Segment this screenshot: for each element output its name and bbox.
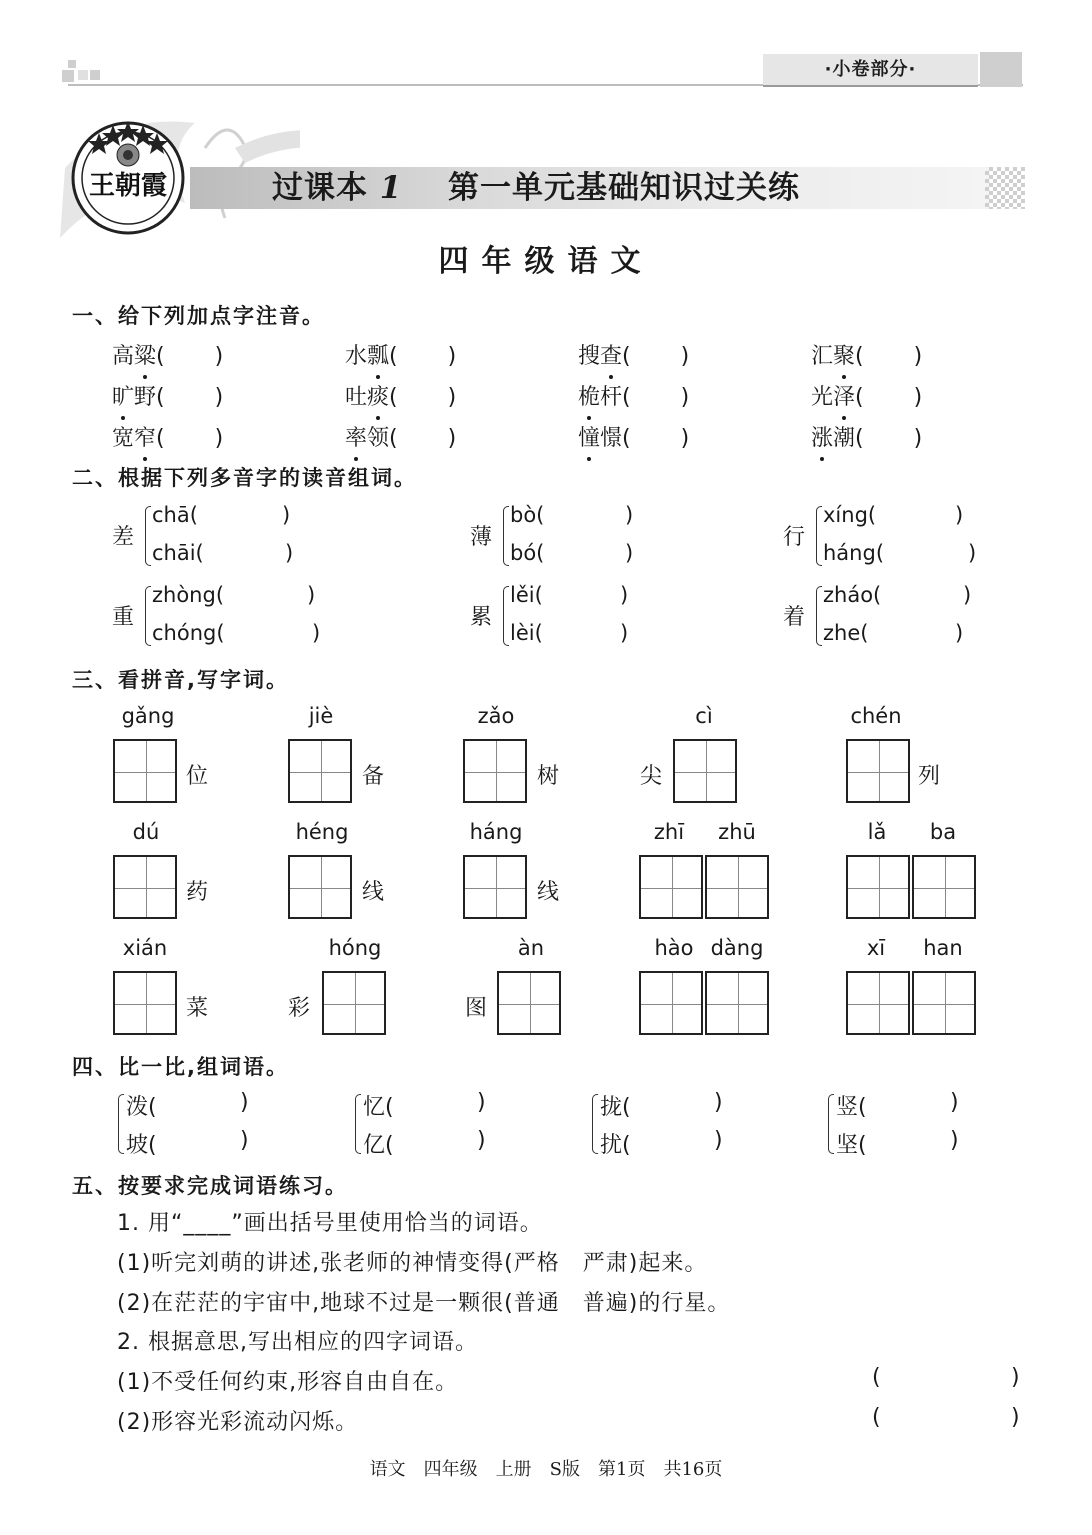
char: 高 [112, 344, 135, 369]
answer-open: ( [622, 344, 631, 369]
reading-2: bó( [510, 541, 545, 565]
dotted-char-text: 憧 [578, 426, 601, 451]
writing-box[interactable] [846, 739, 910, 803]
writing-box[interactable] [288, 855, 352, 919]
tag-block-decoration [980, 52, 1022, 87]
dotted-char [367, 339, 389, 370]
emphasis-dot [143, 375, 147, 379]
reading-1-close: ) [963, 583, 972, 607]
reading-1: bò( [510, 503, 545, 527]
answer-close: ) [447, 344, 457, 369]
answer-close: ) [680, 426, 690, 451]
answer-close: ) [214, 344, 224, 369]
title-number: 1 [379, 170, 403, 206]
dotted-char [345, 421, 367, 452]
compare-char-2: 扰( [600, 1133, 631, 1158]
char: 野 [134, 385, 157, 410]
subtitle: 四年级语文 [438, 244, 654, 279]
compare-close-2: ) [477, 1128, 486, 1153]
given-char: 菜 [186, 996, 209, 1021]
dotted-char-text: 聚 [833, 344, 856, 369]
dotted-char-text: 涨 [811, 426, 834, 451]
answer-open: ( [156, 385, 165, 410]
pinyin-label: hào [654, 936, 694, 960]
compare-char-1: 忆( [363, 1095, 394, 1120]
reading-2-close: ) [620, 621, 629, 645]
dotted-char [134, 421, 156, 452]
brace [503, 586, 509, 646]
q2-answer-open: ( [872, 1365, 882, 1390]
pinyin-item [345, 380, 456, 411]
writing-box[interactable] [113, 855, 177, 919]
dotted-char-text: 窄 [134, 426, 157, 451]
answer-open: ( [855, 385, 864, 410]
q1-item-2: (2)在茫茫的宇宙中,地球不过是一颗很(普通 普遍)的行星。 [117, 1291, 731, 1316]
char: 潮 [833, 426, 856, 451]
dotted-char-text: 查 [600, 344, 623, 369]
writing-box[interactable] [463, 739, 527, 803]
compare-char-2: 坚( [836, 1133, 867, 1158]
reading-1-close: ) [307, 583, 316, 607]
answer-open: ( [389, 385, 398, 410]
writing-box[interactable] [673, 739, 737, 803]
compare-close-1: ) [240, 1090, 249, 1115]
section1-title: 一、给下列加点字注音。 [72, 304, 325, 328]
section5-title: 五、按要求完成词语练习。 [72, 1174, 348, 1198]
char: 吐 [345, 385, 368, 410]
brace [816, 586, 822, 646]
char: 水 [345, 344, 368, 369]
brace [355, 1094, 361, 1154]
pinyin-item [578, 421, 689, 452]
brace [828, 1094, 834, 1154]
polyphone-char: 薄 [470, 525, 493, 550]
pinyin-label: han [923, 936, 963, 960]
emphasis-dot [587, 457, 591, 461]
writing-box[interactable] [912, 855, 976, 919]
emphasis-dot [354, 457, 358, 461]
answer-close: ) [913, 426, 923, 451]
answer-open: ( [855, 426, 864, 451]
char: 杆 [600, 385, 623, 410]
emphasis-dot [376, 375, 380, 379]
q2-answer-open: ( [872, 1405, 882, 1430]
given-char: 彩 [288, 996, 311, 1021]
pinyin-label: jiè [308, 704, 334, 728]
pinyin-label: xī [866, 936, 886, 960]
q2-instruction: 2. 根据意思,写出相应的四字词语。 [117, 1330, 478, 1355]
polyphone-char: 差 [112, 525, 135, 550]
pinyin-label: gǎng [121, 704, 175, 728]
compare-close-1: ) [950, 1090, 959, 1115]
writing-box[interactable] [113, 739, 177, 803]
pinyin-label: ba [929, 820, 957, 844]
char: 领 [367, 426, 390, 451]
writing-box[interactable] [322, 971, 386, 1035]
given-char: 位 [186, 764, 209, 789]
reading-2-close: ) [955, 621, 964, 645]
compare-close-1: ) [477, 1090, 486, 1115]
dotted-char [578, 421, 600, 452]
given-char: 线 [362, 880, 385, 905]
emphasis-dot [143, 457, 147, 461]
dotted-char [833, 380, 855, 411]
char: 憬 [600, 426, 623, 451]
dotted-char [134, 339, 156, 370]
pinyin-label: zǎo [477, 704, 515, 728]
answer-open: ( [622, 385, 631, 410]
writing-box[interactable] [497, 971, 561, 1035]
answer-close: ) [447, 426, 457, 451]
pinyin-item [578, 339, 689, 370]
pinyin-label: dàng [710, 936, 764, 960]
writing-box[interactable] [113, 971, 177, 1035]
pinyin-item [345, 339, 456, 370]
pinyin-item [578, 380, 689, 411]
reading-2-close: ) [968, 541, 977, 565]
pinyin-item [811, 380, 922, 411]
writing-box[interactable] [639, 971, 703, 1035]
polyphone-char: 行 [783, 525, 806, 550]
char: 光 [811, 385, 834, 410]
char: 汇 [811, 344, 834, 369]
pinyin-label: háng [469, 820, 523, 844]
emphasis-dot [376, 416, 380, 420]
emphasis-dot [820, 457, 824, 461]
pinyin-label: lǎ [867, 820, 887, 844]
compare-close-2: ) [714, 1128, 723, 1153]
writing-box[interactable] [912, 971, 976, 1035]
reading-1-close: ) [620, 583, 629, 607]
dotted-char [367, 380, 389, 411]
compare-char-1: 竖( [836, 1095, 867, 1120]
pinyin-item [811, 421, 922, 452]
emphasis-dot [842, 416, 846, 420]
q1-item-1: (1)听完刘萌的讲述,张老师的神情变得(严格 严肃)起来。 [117, 1251, 708, 1276]
brace [118, 1094, 124, 1154]
section2-title: 二、根据下列多音字的读音组词。 [72, 466, 417, 490]
answer-open: ( [855, 344, 864, 369]
reading-2-close: ) [285, 541, 294, 565]
pinyin-label: dú [132, 820, 160, 844]
given-char: 图 [465, 996, 488, 1021]
reading-1-close: ) [282, 503, 291, 527]
answer-close: ) [214, 426, 224, 451]
page-footer: 语文 四年级 上册 S版 第1页 共16页 [369, 1459, 723, 1480]
answer-open: ( [156, 344, 165, 369]
given-char: 列 [918, 764, 941, 789]
reading-2: chāi( [152, 541, 204, 565]
polyphone-char: 着 [783, 605, 806, 630]
logo-text: 王朝霞 [88, 171, 168, 201]
pinyin-item [112, 421, 223, 452]
dotted-char-text: 泽 [833, 385, 856, 410]
reading-2: chóng( [152, 621, 225, 645]
reading-1: chā( [152, 503, 198, 527]
pinyin-item [112, 339, 223, 370]
writing-box[interactable] [846, 855, 910, 919]
given-char: 树 [537, 764, 560, 789]
writing-box[interactable] [463, 855, 527, 919]
dotted-char-text: 旷 [112, 385, 135, 410]
page-title [272, 166, 800, 210]
answer-close: ) [214, 385, 224, 410]
reading-1: zháo( [823, 583, 882, 607]
writing-box[interactable] [639, 855, 703, 919]
emphasis-dot [609, 375, 613, 379]
section3-title: 三、看拼音,写字词。 [72, 668, 289, 692]
brace [145, 586, 151, 646]
pinyin-item [112, 380, 223, 411]
reading-1-close: ) [955, 503, 964, 527]
compare-char-2: 坡( [126, 1133, 157, 1158]
answer-open: ( [389, 344, 398, 369]
answer-open: ( [389, 426, 398, 451]
dotted-char-text: 桅 [578, 385, 601, 410]
dotted-char [833, 339, 855, 370]
brace [816, 506, 822, 566]
dotted-char [112, 380, 134, 411]
dotted-char [600, 339, 622, 370]
given-char: 药 [186, 880, 209, 905]
reading-2: zhe( [823, 621, 869, 645]
pinyin-label: zhī [653, 820, 685, 844]
dotted-char-text: 粱 [134, 344, 157, 369]
q1-instruction: 1. 用“____”画出括号里使用恰当的词语。 [117, 1211, 543, 1236]
title-checker-decoration [985, 167, 1025, 209]
pinyin-label: àn [517, 936, 545, 960]
q2-answer-close: ) [1011, 1365, 1021, 1390]
title-prefix: 过课本 [272, 170, 368, 206]
emphasis-dot [587, 416, 591, 420]
compare-char-2: 亿( [363, 1133, 394, 1158]
brace [592, 1094, 598, 1154]
compare-close-2: ) [240, 1128, 249, 1153]
answer-open: ( [622, 426, 631, 451]
pinyin-label: chén [850, 704, 902, 728]
emphasis-dot [121, 416, 125, 420]
reading-1: xíng( [823, 503, 877, 527]
section4-title: 四、比一比,组词语。 [72, 1055, 289, 1079]
answer-close: ) [680, 385, 690, 410]
title-rest: 第一单元基础知识过关练 [447, 170, 800, 206]
char: 搜 [578, 344, 601, 369]
q2-answer-close: ) [1011, 1405, 1021, 1430]
q2-item-2: (2)形容光彩流动闪烁。 [117, 1410, 359, 1435]
pinyin-item [811, 339, 922, 370]
reading-2: háng( [823, 541, 885, 565]
reading-1: zhòng( [152, 583, 225, 607]
compare-close-1: ) [714, 1090, 723, 1115]
pinyin-item [345, 421, 456, 452]
polyphone-char: 重 [112, 605, 135, 630]
reading-2-close: ) [312, 621, 321, 645]
dotted-char-text: 率 [345, 426, 368, 451]
answer-open: ( [156, 426, 165, 451]
answer-close: ) [680, 344, 690, 369]
given-char: 线 [537, 880, 560, 905]
section-tag: ·小卷部分· [763, 54, 978, 87]
brace [145, 506, 151, 566]
pinyin-label: xián [122, 936, 168, 960]
pinyin-label: héng [295, 820, 349, 844]
writing-box[interactable] [705, 971, 769, 1035]
dotted-char-text: 痰 [367, 385, 390, 410]
pinyin-label: zhū [718, 820, 756, 844]
writing-box[interactable] [288, 739, 352, 803]
q2-item-1: (1)不受任何约束,形容自由自在。 [117, 1370, 459, 1395]
dotted-char-text: 瓢 [367, 344, 390, 369]
pinyin-label: cì [695, 704, 713, 728]
brace [503, 506, 509, 566]
pinyin-label: hóng [328, 936, 382, 960]
reading-1-close: ) [625, 503, 634, 527]
polyphone-char: 累 [470, 605, 493, 630]
compare-close-2: ) [950, 1128, 959, 1153]
writing-box[interactable] [846, 971, 910, 1035]
given-char: 尖 [640, 764, 663, 789]
answer-close: ) [447, 385, 457, 410]
char: 宽 [112, 426, 135, 451]
dotted-char [811, 421, 833, 452]
given-char: 备 [362, 764, 385, 789]
reading-2-close: ) [625, 541, 634, 565]
reading-2: lèi( [510, 621, 543, 645]
writing-box[interactable] [705, 855, 769, 919]
emphasis-dot [842, 375, 846, 379]
reading-1: lěi( [510, 583, 543, 607]
answer-close: ) [913, 385, 923, 410]
compare-char-1: 泼( [126, 1095, 157, 1120]
compare-char-1: 拢( [600, 1095, 631, 1120]
answer-close: ) [913, 344, 923, 369]
dotted-char [578, 380, 600, 411]
